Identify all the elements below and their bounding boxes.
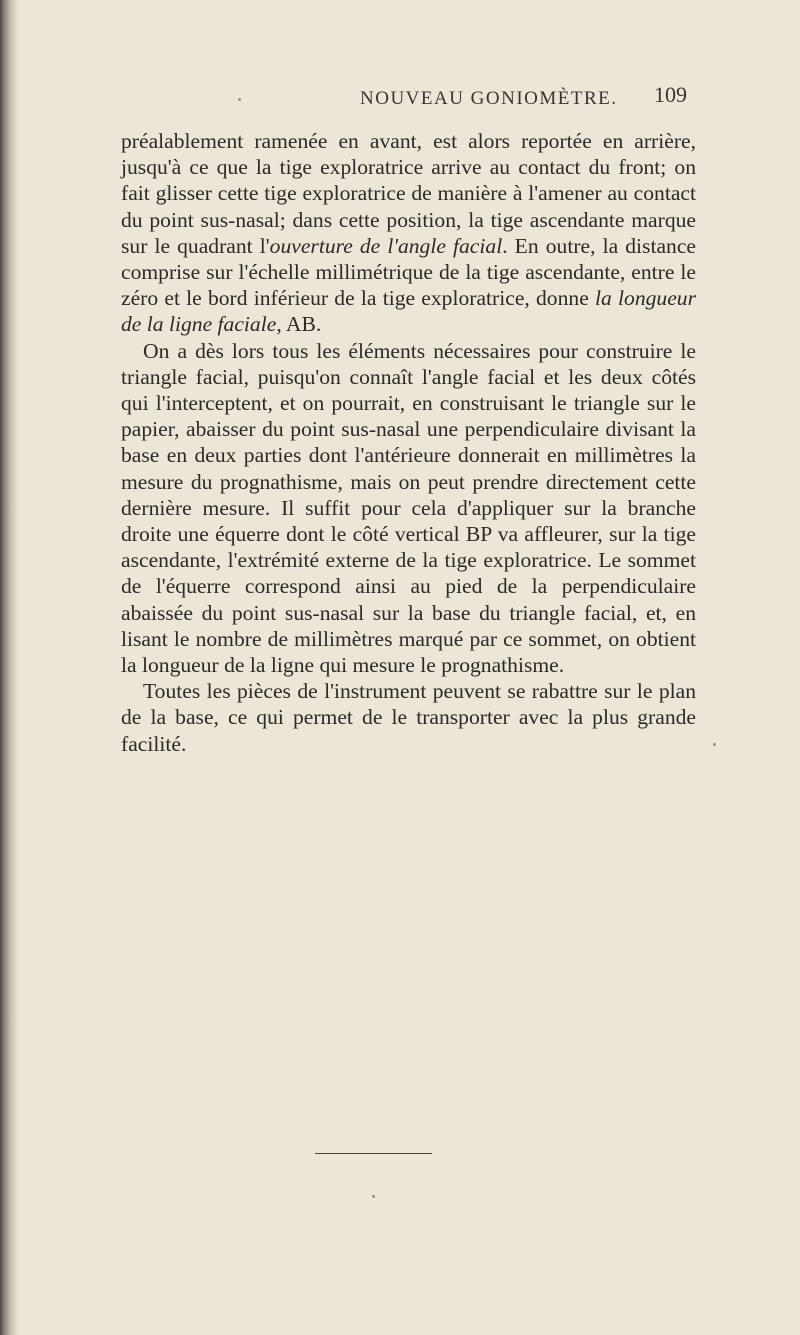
book-binding-shadow <box>0 0 18 1335</box>
body-text <box>121 128 696 757</box>
running-title: NOUVEAU GONIOMÈTRE. <box>360 88 618 109</box>
paragraph-1 <box>121 128 696 338</box>
paragraph-3: Toutes les pièces de l'instrument peuvent se rabattre sur le plan de la base, ce qui permet de le transporter avec la plus grande facilité. <box>121 679 696 756</box>
book-page <box>20 0 800 1335</box>
paper-speck <box>372 1195 375 1198</box>
paragraph-1-part-3: , AB. <box>276 312 322 337</box>
page-number: 109 <box>654 82 687 107</box>
italic-term-facial-angle: ouverture de l'angle facial <box>269 233 503 258</box>
paper-speck <box>238 98 241 101</box>
page-header <box>20 82 800 118</box>
section-end-rule <box>315 1153 432 1154</box>
paragraph-1-part-2: . En outre, la distance comprise sur l'échelle millimétrique de la tige ascendante, entre le zéro et le bord inférieur de la tige exploratrice, donne <box>121 233 697 311</box>
paragraph-2: On a dès lors tous les éléments nécessaires pour construire le triangle facial, puisqu'on connaît l'angle facial et les deux côtés qui l'interceptent, et on pourrait, en construisant le triangle sur le papier, abaisser du point sus-nasal une perpendiculaire divisant la base en deux parties dont l'antérieure donnerait en millimètres la mesure du prognathisme, mais on peut prendre directement cette dernière mesure. Il suffit pour cela d'appliquer sur la branche droite une équerre dont le côté vertical BP va affleurer, sur la tige ascendante, l'extrémité externe de la tige exploratrice. Le sommet de l'équerre correspond ainsi au pied de la perpendiculaire abaissée du point sus-nasal sur la base du triangle facial, et, en lisant le nombre de millimètres marqué par ce sommet, on obtient la longueur de la ligne qui mesure le prognathisme. <box>121 338 696 678</box>
paragraph-1-part-1: préalablement ramenée en avant, est alors reportée en arrière, jusqu'à ce que la tige exploratrice arrive au contact du front; on fait glisser cette tige exploratrice de manière à l'amener au contact du point sus-nasal; dans cette position, la tige ascendante marque sur le quadrant l' <box>121 129 696 258</box>
paper-speck <box>713 743 716 746</box>
italic-term-facial-line: la longueur de la ligne faciale <box>121 286 696 337</box>
